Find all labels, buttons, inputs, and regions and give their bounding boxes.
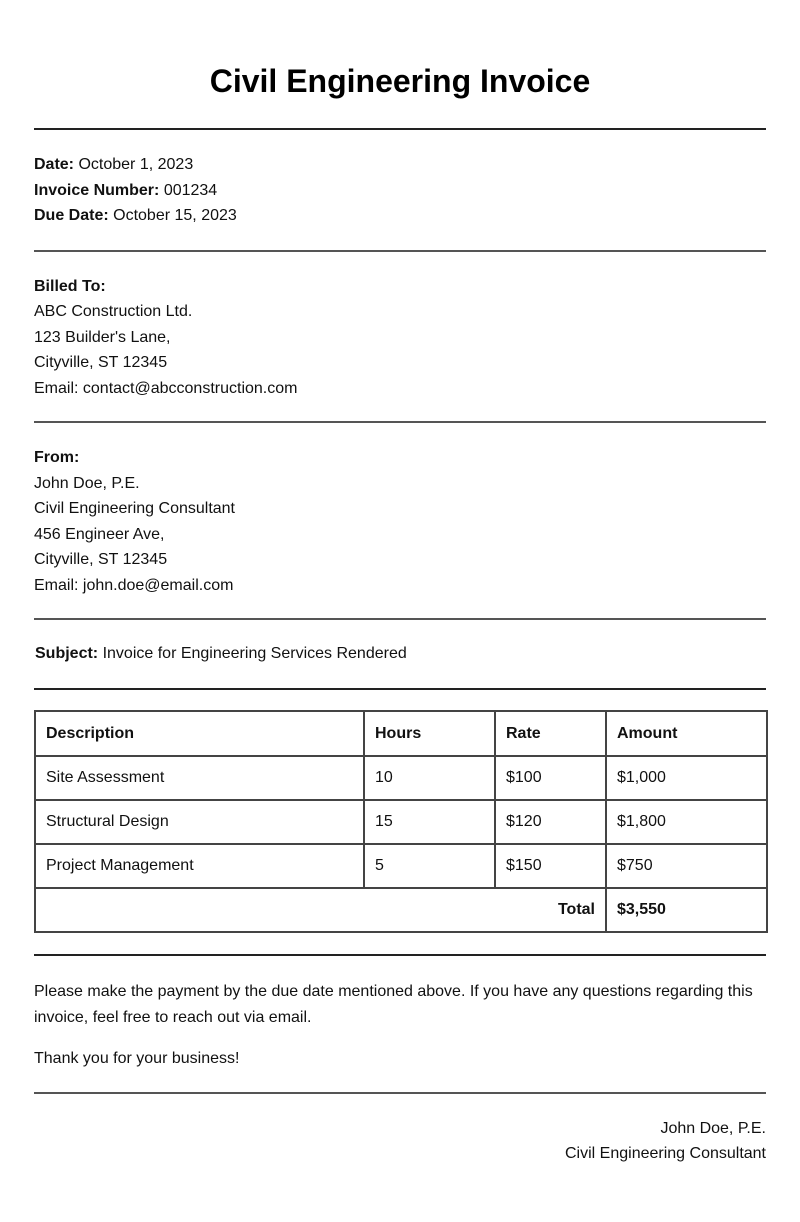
date-line xyxy=(34,152,766,178)
cell-rate: $100 xyxy=(495,756,606,800)
billed-to-heading: Billed To: xyxy=(34,277,106,295)
line-items-table xyxy=(34,710,768,933)
billed-to-name: ABC Construction Ltd. xyxy=(34,303,193,320)
invoice-number-label: Invoice Number: xyxy=(34,181,160,199)
date-label: Date: xyxy=(34,156,75,173)
billed-to-address-line1: 123 Builder's Lane, xyxy=(34,328,171,346)
from-email: Email: john.doe@email.com xyxy=(34,576,234,594)
signature-role: Civil Engineering Consultant xyxy=(565,1145,766,1162)
cell-hours: 10 xyxy=(364,756,495,800)
billed-to-address-line2: Cityville, ST 12345 xyxy=(34,354,168,371)
from-address-line2: Cityville, ST 12345 xyxy=(34,551,168,568)
from-address-line1: 456 Engineer Ave, xyxy=(34,525,165,543)
invoice-meta xyxy=(34,130,766,229)
total-label: Total xyxy=(35,888,606,932)
cell-amount: $1,800 xyxy=(606,800,767,844)
signature-block xyxy=(34,1094,766,1166)
subject-label: Subject: xyxy=(35,645,99,662)
column-header-amount: Amount xyxy=(606,711,767,756)
cell-description: Site Assessment xyxy=(35,756,364,800)
cell-amount: $1,000 xyxy=(606,756,767,800)
due-date-value: October 15, 2023 xyxy=(113,207,237,224)
due-date-line xyxy=(34,203,766,229)
table-row xyxy=(35,800,767,844)
divider xyxy=(34,688,766,690)
from-name: John Doe, P.E. xyxy=(34,474,140,492)
due-date-label: Due Date: xyxy=(34,207,109,224)
invoice-number-line xyxy=(34,178,766,204)
invoice-number-value: 001234 xyxy=(163,181,218,199)
from-heading: From: xyxy=(34,449,80,466)
total-row xyxy=(35,888,767,932)
cell-rate: $120 xyxy=(495,800,606,844)
table-header-row xyxy=(35,711,767,756)
invoice-title: Civil Engineering Invoice xyxy=(209,63,591,99)
billed-to-email: Email: contact@abcconstruction.com xyxy=(34,379,298,397)
payment-note: Please make the payment by the due date mentioned above. If you have any questions regarding this invoice, feel free to reach out via email. xyxy=(34,983,753,1026)
cell-rate: $150 xyxy=(495,844,606,888)
table-row xyxy=(35,844,767,888)
thank-you-message: Thank you for your business! xyxy=(34,1050,240,1067)
column-header-rate: Rate xyxy=(495,711,606,756)
table-row xyxy=(35,756,767,800)
subject-value: Invoice for Engineering Services Rendered xyxy=(102,645,407,662)
date-value: October 1, 2023 xyxy=(78,156,194,173)
billed-to-section xyxy=(34,252,766,402)
signature-name: John Doe, P.E. xyxy=(660,1120,766,1137)
total-value: $3,550 xyxy=(606,888,767,932)
cell-amount: $750 xyxy=(606,844,767,888)
subject-line xyxy=(34,620,766,665)
from-section xyxy=(34,423,766,598)
cell-hours: 5 xyxy=(364,844,495,888)
from-role: Civil Engineering Consultant xyxy=(34,500,235,517)
cell-hours: 15 xyxy=(364,800,495,844)
column-header-description: Description xyxy=(35,711,364,756)
invoice-page xyxy=(34,0,766,1166)
cell-description: Structural Design xyxy=(35,800,364,844)
column-header-hours: Hours xyxy=(364,711,495,756)
cell-description: Project Management xyxy=(35,844,364,888)
